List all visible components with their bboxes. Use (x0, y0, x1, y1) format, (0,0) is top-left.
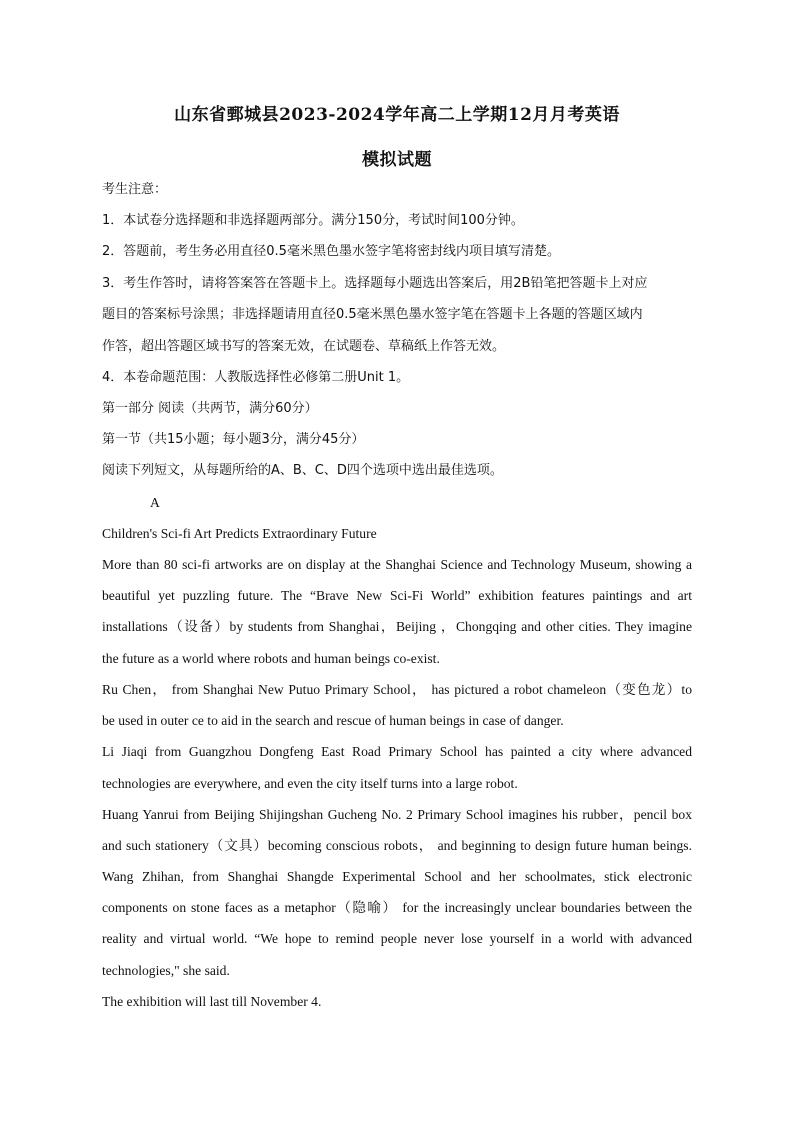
paragraph-5-line-3: reality and virtual world. “We hope to remind people never lose yourself in a world with advanced (102, 931, 692, 946)
notice-item-2: 2．答题前，考生务必用直径0.5毫米黑色墨水签字笔将密封线内项目填写清楚。 (102, 244, 560, 259)
paragraph-6: The exhibition will last till November 4. (102, 994, 322, 1009)
paragraph-5-line-1: Wang Zhihan, from Shanghai Shangde Experimental School and her schoolmates, stick electronic (102, 869, 692, 884)
notice-item-4: 4．本卷命题范围：人教版选择性必修第二册Unit 1。 (102, 370, 410, 385)
notice-heading: 考生注意： (102, 182, 168, 197)
paragraph-1-line-1: More than 80 sci-fi artworks are on display at the Shanghai Science and Technology Museum, showing a (102, 557, 692, 572)
paragraph-1-line-4: the future as a world where robots and human beings co-exist. (102, 651, 440, 666)
reading-instruction: 阅读下列短文，从每题所给的A、B、C、D四个选项中选出最佳选项。 (102, 463, 503, 478)
paragraph-4-line-2: and such stationery（文具）becoming conscious robots， and beginning to design future human beings. (102, 838, 692, 853)
passage-title: Children's Sci-fi Art Predicts Extraordinary Future (102, 526, 377, 541)
part-one-heading: 第一部分 阅读（共两节，满分60分） (102, 401, 318, 416)
paragraph-1-line-3: installations（设备）by students from Shanghai，Beijing ，Chongqing and other cities. They imagine (102, 619, 692, 634)
paragraph-3-line-2: technologies are everywhere, and even the city itself turns into a large robot. (102, 776, 518, 791)
paragraph-4-line-1: Huang Yanrui from Beijing Shijingshan Gucheng No. 2 Primary School imagines his rubber，pencil box (102, 807, 692, 822)
paragraph-5-line-4: technologies," she said. (102, 963, 230, 978)
notice-item-3-line-1: 3．考生作答时，请将答案答在答题卡上。选择题每小题选出答案后，用2B铅笔把答题卡上对应 (102, 276, 648, 291)
paragraph-3-line-1: Li Jiaqi from Guangzhou Dongfeng East Road Primary School has painted a city where advanced (102, 744, 692, 759)
exam-title: 山东省鄄城县2023-2024学年高二上学期12月月考英语 (174, 105, 620, 125)
paragraph-2-line-1: Ru Chen， from Shanghai New Putuo Primary School， has pictured a robot chameleon（变色龙）to (102, 682, 692, 697)
notice-item-1: 1．本试卷分选择题和非选择题两部分。满分150分，考试时间100分钟。 (102, 213, 524, 228)
exam-subtitle: 模拟试题 (362, 150, 432, 170)
section-one-heading: 第一节（共15小题；每小题3分，满分45分） (102, 432, 365, 447)
notice-item-3-line-3: 作答，超出答题区域书写的答案无效，在试题卷、草稿纸上作答无效。 (102, 339, 506, 354)
paragraph-1-line-2: beautiful yet puzzling future. The “Brave New Sci-Fi World” exhibition features paintings and art (102, 588, 692, 603)
paragraph-2-line-2: be used in outer ce to aid in the search and rescue of human beings in case of danger. (102, 713, 564, 728)
passage-label: A (150, 495, 160, 510)
paragraph-5-line-2: components on stone faces as a metaphor（隐喻） for the increasingly unclear boundaries between the (102, 900, 692, 915)
notice-item-3-line-2: 题目的答案标号涂黑；非选择题请用直径0.5毫米黑色墨水签字笔在答题卡上各题的答题区域内 (102, 307, 643, 322)
